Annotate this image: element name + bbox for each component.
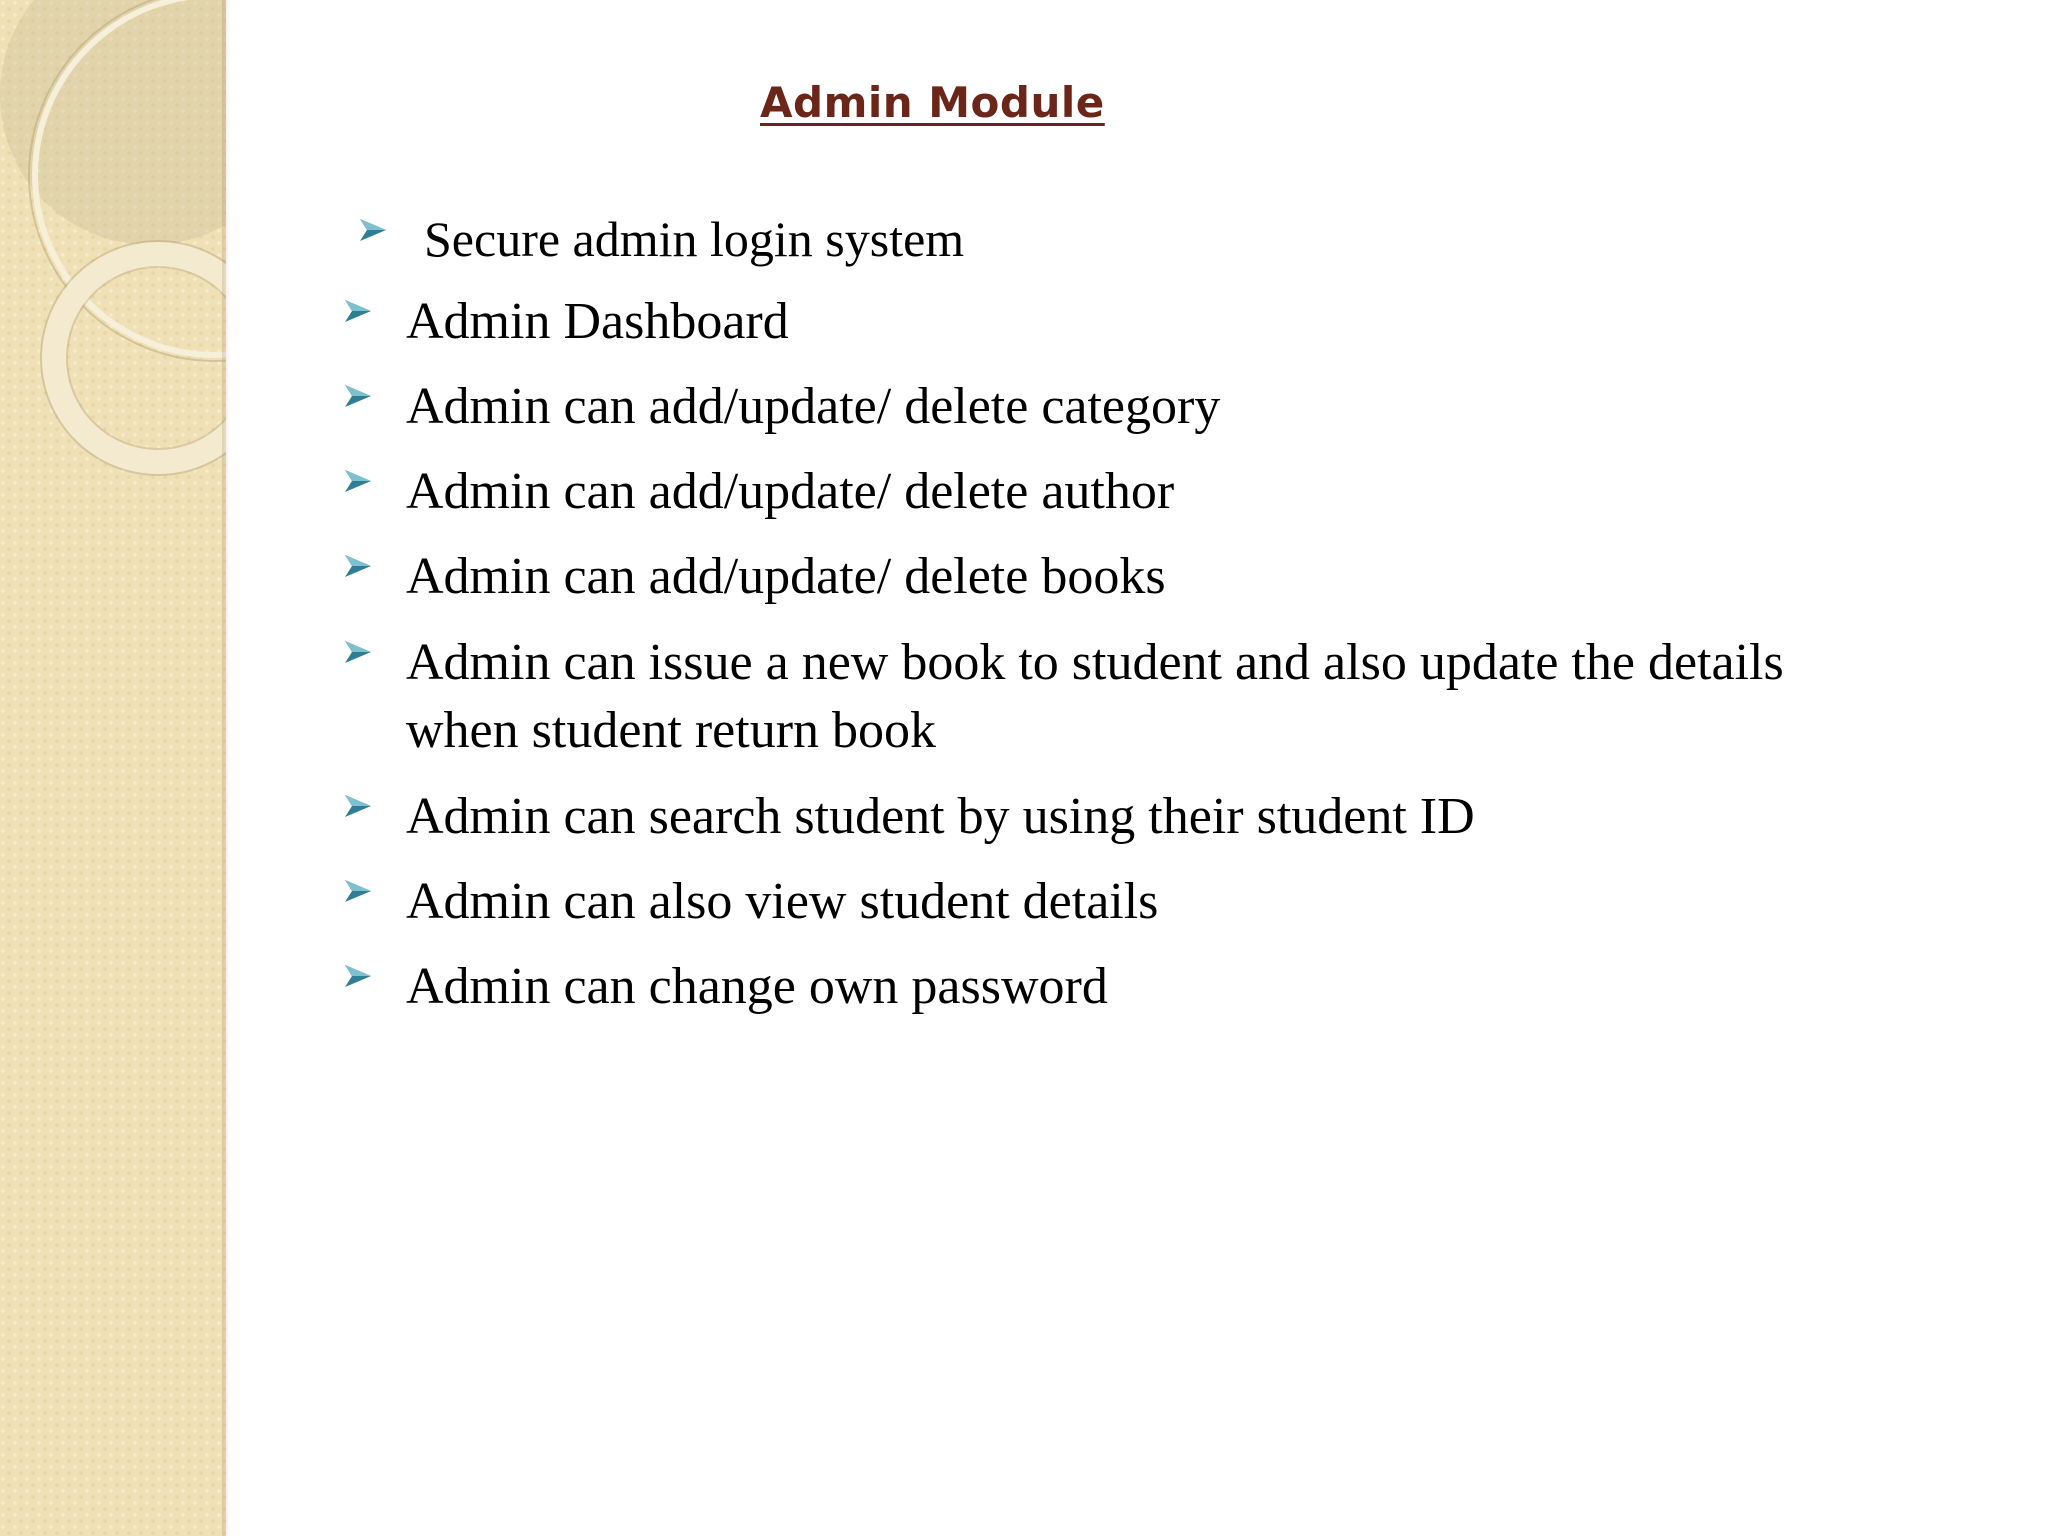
arrow-bullet-icon <box>343 551 373 581</box>
arrow-bullet-icon <box>343 791 373 821</box>
bullet-text: Admin can add/update/ delete books <box>406 548 1166 605</box>
bullet-text: Admin can add/update/ delete category <box>406 378 1221 435</box>
bullet-text: Admin can change own password <box>406 958 1108 1015</box>
bullet-text: Admin can also view student details <box>406 873 1159 930</box>
arrow-bullet-icon <box>343 466 373 496</box>
arrow-bullet-icon <box>343 296 373 326</box>
arrow-bullet-icon <box>343 876 373 906</box>
bullet-item <box>343 373 1220 441</box>
bullet-item <box>343 868 1158 936</box>
bullet-text: Admin can issue a new book to student and also update the details <box>406 634 1784 691</box>
bullet-item <box>343 288 789 356</box>
bullet-text-continued: when student return book <box>406 702 937 759</box>
bullet-item <box>343 543 1166 611</box>
bullet-item <box>343 783 1475 851</box>
arrow-bullet-icon <box>358 215 388 245</box>
bullet-item <box>343 953 1108 1021</box>
arrow-bullet-icon <box>343 961 373 991</box>
bullet-text: Admin can add/update/ delete author <box>406 463 1175 520</box>
arrow-bullet-icon <box>343 637 373 667</box>
bullet-text: Admin can search student by using their student ID <box>406 788 1475 845</box>
bullet-item <box>343 458 1174 526</box>
slide-title: Admin Module <box>760 78 1105 127</box>
bullet-item <box>362 205 964 273</box>
arrow-bullet-icon <box>343 381 373 411</box>
bullet-text: Secure admin login system <box>424 211 965 267</box>
bullet-text: Admin Dashboard <box>406 293 789 350</box>
bullet-item <box>343 629 1784 765</box>
